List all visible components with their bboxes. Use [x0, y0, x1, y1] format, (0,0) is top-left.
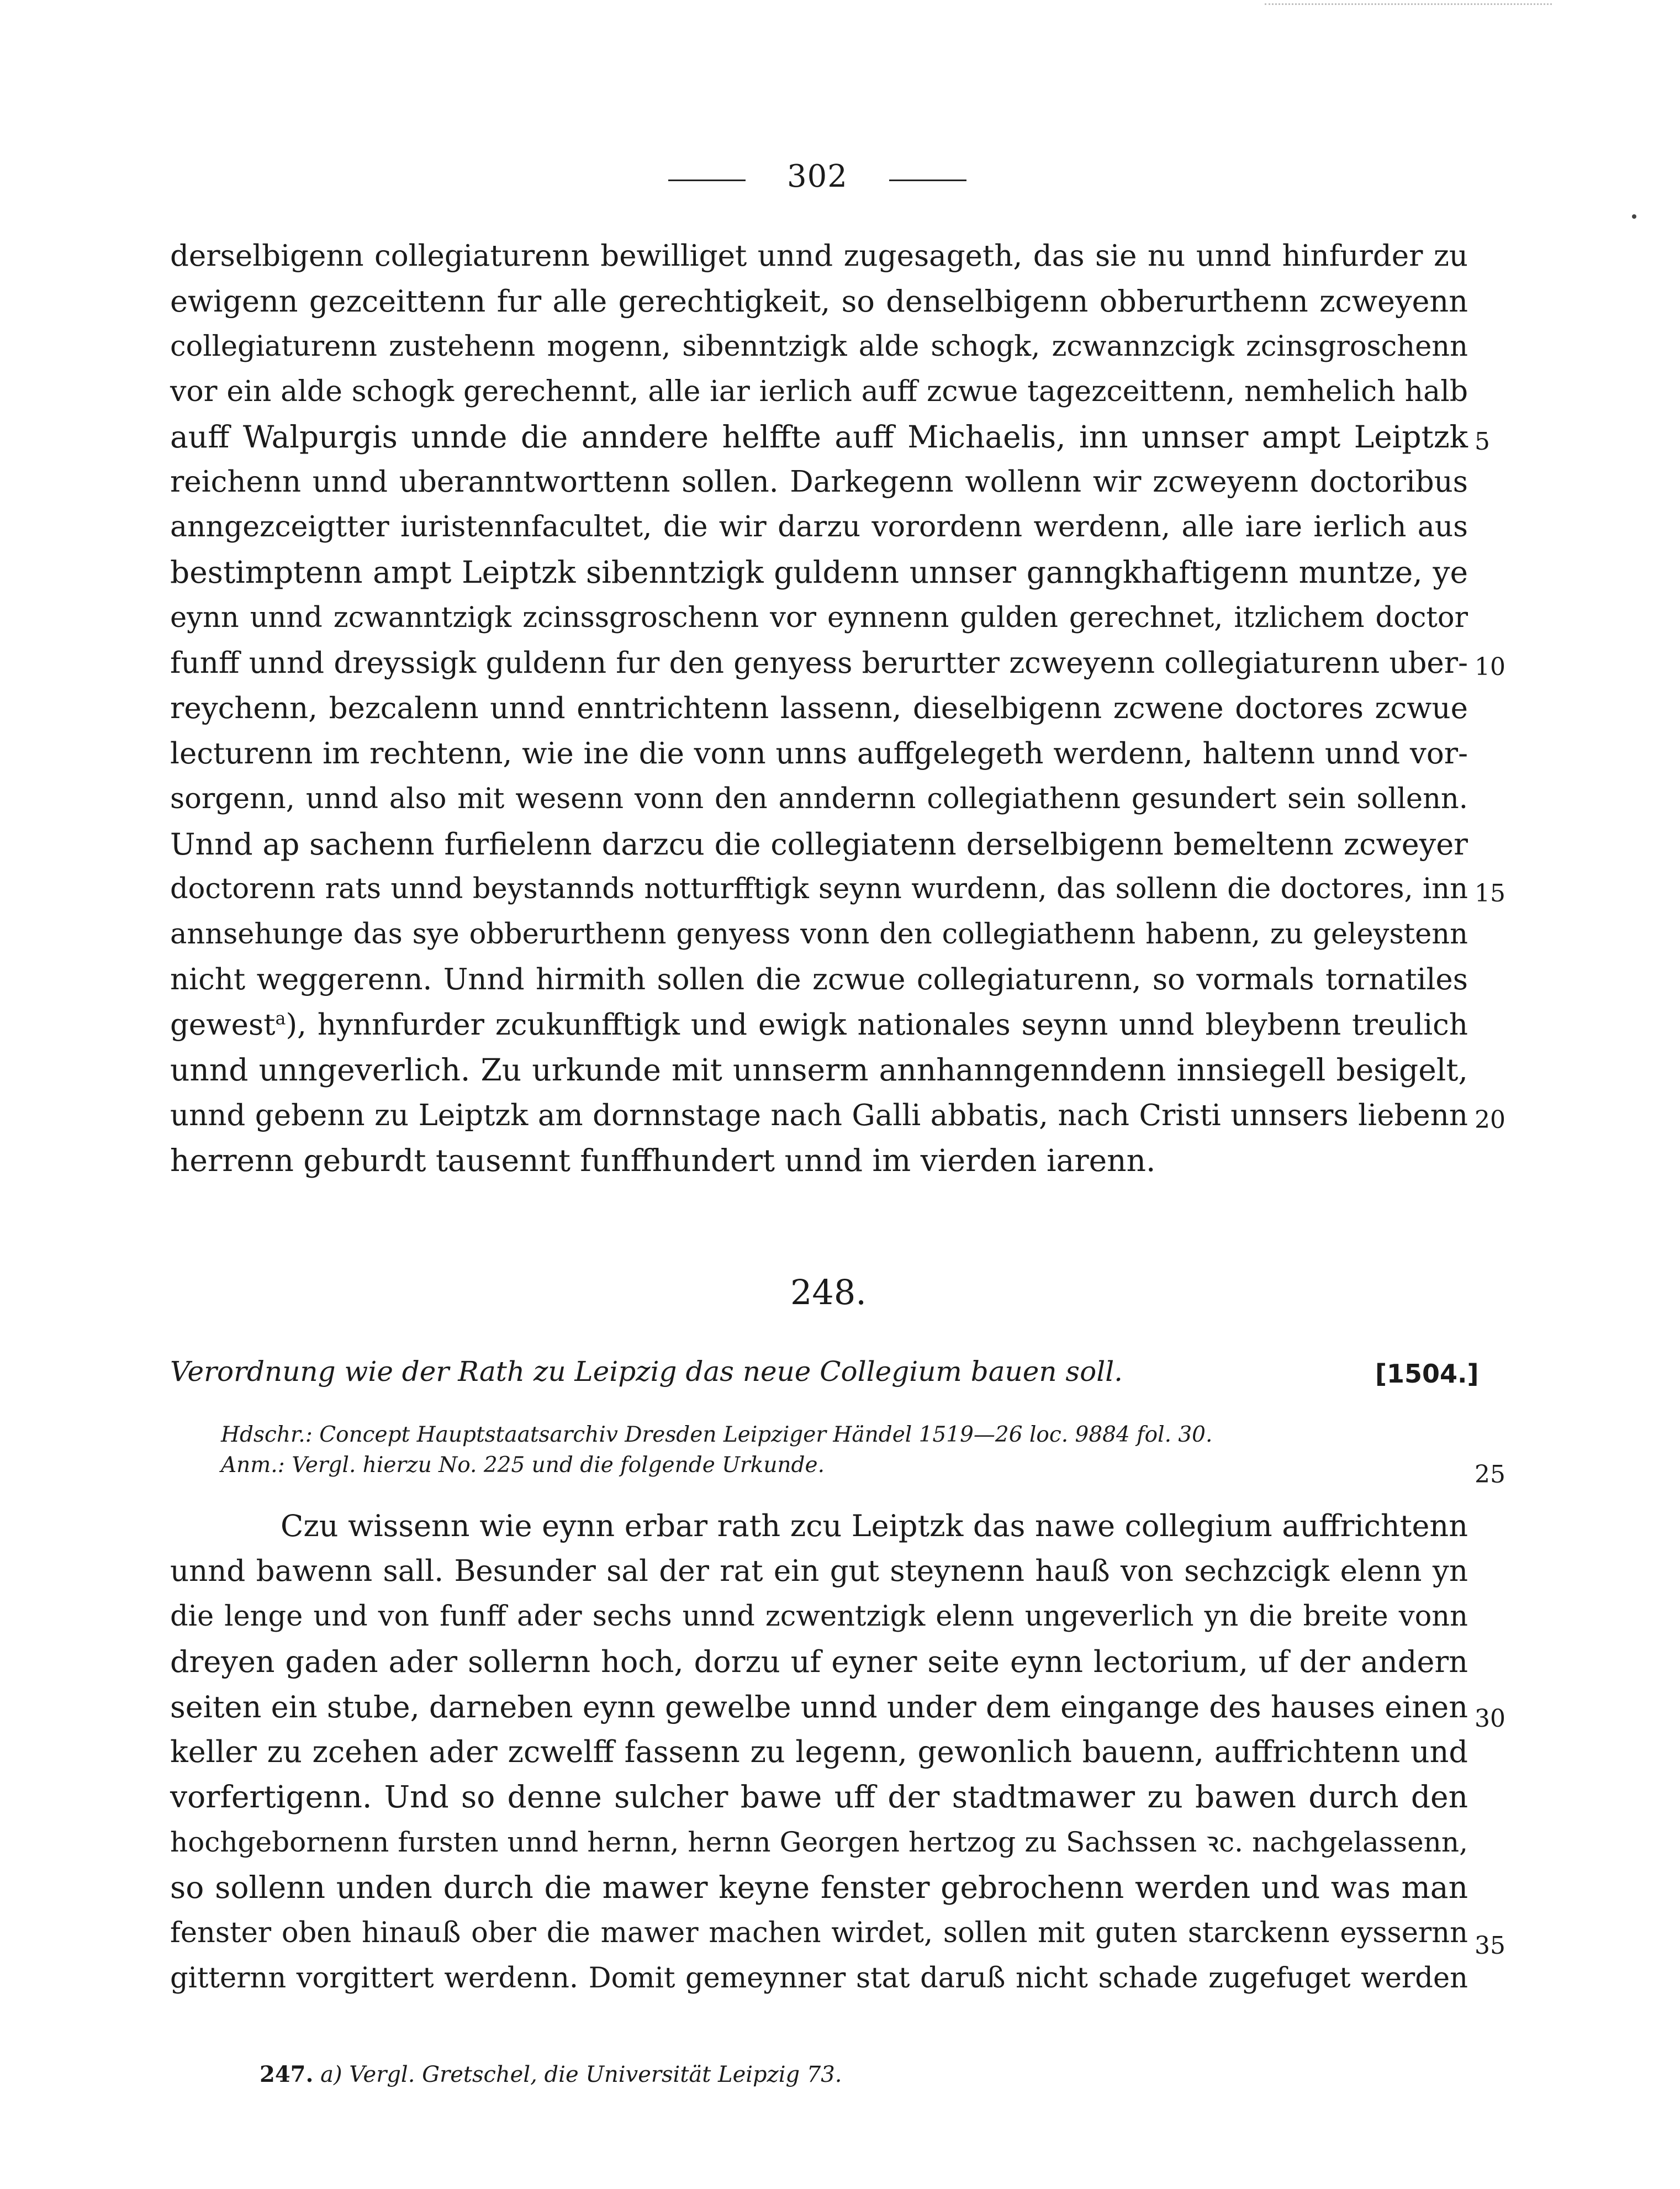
- lower-text-block: [170, 1504, 1468, 2001]
- text-line: funff unnd dreyssigk guldenn fur den genyess berurtter zcweyenn collegiaturenn uber-: [170, 646, 1468, 681]
- footnote: [260, 2059, 842, 2090]
- text-line: anngezceigtter iuristennfacultet, die wir darzu vorordenn werdenn, alle iare ierlich aus: [170, 510, 1468, 544]
- text-line: collegiaturenn zustehenn mogenn, sibenntzigk alde schogk, zcwannzcigk zcinsgroschenn: [170, 330, 1468, 363]
- text-line: lecturenn im rechtenn, wie ine die vonn unns auffgelegeth werdenn, haltenn unnd vor-: [170, 736, 1468, 771]
- text-line: eynn unnd zcwanntzigk zcinssgroschenn vor eynnenn gulden gerechnet, itzlichem doctor: [170, 602, 1468, 635]
- line-number: 5: [1475, 428, 1490, 456]
- text-line-with-footnote: [170, 1003, 1468, 1048]
- document-number: 248.: [790, 1272, 867, 1312]
- text-line: seiten ein stube, darneben eynn gewelbe unnd under dem eingange des hauses einen: [170, 1689, 1468, 1724]
- text-line: doctorenn rats unnd beystannds notturfftigk seynn wurdenn, das sollenn die doctores, inn: [170, 873, 1468, 906]
- text-line: annsehunge das sye obberurthenn genyess vonn den collegiathenn habenn, zu geleystenn: [170, 918, 1468, 951]
- text-line: unnd gebenn zu Leiptzk am dornnstage nach Galli abbatis, nach Cristi unnsers liebenn: [170, 1098, 1468, 1132]
- footnote-number: 247.: [260, 2061, 314, 2087]
- text-segment: ), hynnfurder zcukunfftigk und ewigk nationales seynn unnd bleybenn treulich: [286, 1008, 1468, 1042]
- line-number: 15: [1475, 879, 1505, 908]
- annotation-note: Anm.: Vergl. hierzu No. 225 und die folgende Urkunde.: [221, 1453, 825, 1478]
- header-dash-left: [668, 180, 746, 181]
- page-number: 302: [787, 159, 848, 194]
- text-line: reichenn unnd uberanntworttenn sollen. Darkegenn wollenn wir zcweyenn doctoribus: [170, 465, 1468, 499]
- text-line: unnd bawenn sall. Besunder sal der rat ein gut steynenn hauß von sechzcigk elenn yn: [170, 1554, 1468, 1588]
- upper-text-block: [170, 234, 1468, 1184]
- text-line: vor ein alde schogk gerechennt, alle iar ierlich auff zcwue tagezceittenn, nemhelich halb: [170, 374, 1468, 408]
- text-line: ewigenn gezceittenn fur alle gerechtigkeit, so denselbigenn obberurthenn zcweyenn: [170, 283, 1468, 319]
- text-line: vorfertigenn. Und so denne sulcher bawe uff der stadtmawer zu bawen durch den: [170, 1779, 1468, 1815]
- text-line: derselbigenn collegiaturenn bewilliget unnd zugesageth, das sie nu unnd hinfurder zu: [170, 239, 1468, 273]
- text-line: herrenn geburdt tausennt funffhundert unnd im vierden iarenn.: [170, 1142, 1156, 1178]
- text-line: hochgebornenn fursten unnd hernn, hernn Georgen hertzog zu Sachssen ꝛc. nachgelassenn,: [170, 1826, 1468, 1859]
- text-line: keller zu zcehen ader zcwelff fassenn zu legenn, gewonlich bauenn, auffrichtenn und: [170, 1734, 1468, 1770]
- text-line: die lenge und von funff ader sechs unnd zcwentzigk elenn ungeverlich yn die breite vonn: [170, 1600, 1468, 1633]
- text-line: sorgenn, unnd also mit wesenn vonn den anndernn collegiathenn gesundert sein sollenn.: [170, 782, 1468, 815]
- page-header: [668, 157, 978, 196]
- line-number: 30: [1475, 1705, 1505, 1733]
- text-line: dreyen gaden ader sollernn hoch, dorzu uf eyner seite eynn lectorium, uf der andern: [170, 1644, 1468, 1679]
- header-dash-right: [889, 180, 966, 181]
- text-line: nicht weggerenn. Unnd hirmith sollen die zcwue collegiaturenn, so vormals tornatiles: [170, 963, 1468, 997]
- line-number: 25: [1475, 1460, 1505, 1489]
- text-line: gitternn vorgittert werdenn. Domit gemeynner stat daruß nicht schade zugefuget werden: [170, 1961, 1468, 1995]
- text-line: fenster oben hinauß ober die mawer machen wirdet, sollen mit guten starckenn eyssernn: [170, 1917, 1468, 1950]
- text-line: Unnd ap sachenn furfielenn darzcu die collegiatenn derselbigenn bemeltenn zcweyer: [170, 826, 1468, 862]
- text-line: Czu wissenn wie eynn erbar rath zcu Leiptzk das nawe collegium auffrichtenn: [281, 1508, 1468, 1543]
- text-line: so sollenn unden durch die mawer keyne fenster gebrochenn werden und was man: [170, 1870, 1468, 1906]
- line-number: 20: [1475, 1106, 1505, 1134]
- line-number: 10: [1475, 653, 1505, 681]
- text-line: reychenn, bezcalenn unnd enntrichtenn lassenn, dieselbigenn zcwene doctores zcwue: [170, 691, 1468, 725]
- scan-edge-rule: [1265, 3, 1552, 5]
- text-segment: gewest: [170, 1008, 276, 1042]
- text-line: bestimptenn ampt Leiptzk sibenntzigk guldenn unnser ganngkhaftigenn muntze, ye: [170, 555, 1468, 590]
- document-title: Verordnung wie der Rath zu Leipzig das neue Collegium bauen soll.: [170, 1355, 1123, 1388]
- line-number: 35: [1475, 1932, 1505, 1960]
- footnote-text: a) Vergl. Gretschel, die Universität Leipzig 73.: [320, 2062, 842, 2087]
- source-note: Hdschr.: Concept Hauptstaatsarchiv Dresden Leipziger Händel 1519—26 loc. 9884 fol. 30.: [221, 1422, 1213, 1447]
- text-line: auff Walpurgis unnde die anndere helffte auff Michaelis, inn unnser ampt Leiptzk: [170, 419, 1468, 455]
- footnote-marker: a: [275, 1008, 286, 1029]
- document-date: [1504.]: [1375, 1359, 1479, 1389]
- text-line: unnd unngeverlich. Zu urkunde mit unnserm annhanngenndenn innsiegell besigelt,: [170, 1052, 1468, 1088]
- scan-speck: [1632, 214, 1636, 219]
